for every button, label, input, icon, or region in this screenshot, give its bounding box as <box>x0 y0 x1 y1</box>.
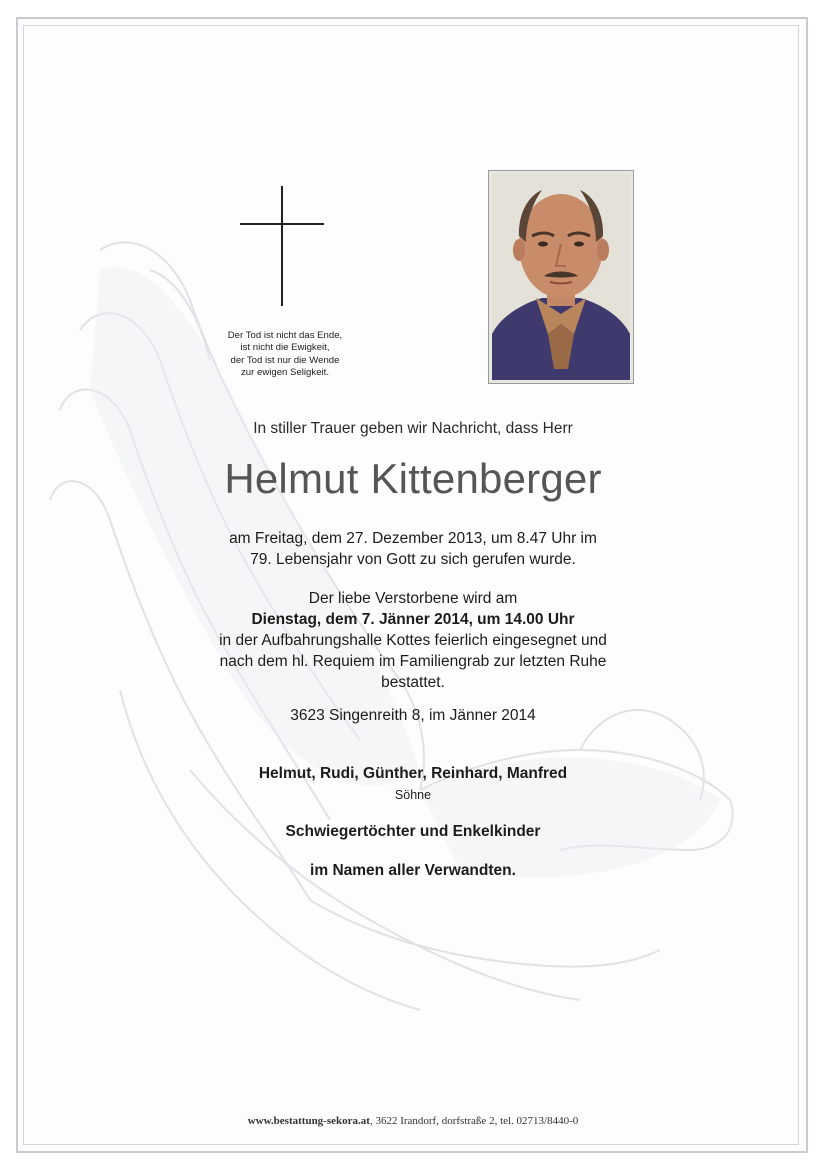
funeral-home-footer <box>0 1115 826 1127</box>
memorial-quote <box>190 330 380 380</box>
funeral-home-address: , 3622 Irandorf, dorfstraße 2, tel. 02713/8440-0 <box>369 1115 579 1127</box>
funeral-line: in der Aufbahrungshalle Kottes feierlich eingesegnet und <box>219 632 607 649</box>
funeral-notice <box>0 588 826 693</box>
intro-text: In stiller Trauer geben wir Nachricht, dass Herr <box>253 420 573 437</box>
portrait-photo <box>492 174 630 380</box>
cross-icon <box>240 186 324 308</box>
death-notice <box>0 528 826 570</box>
death-line: 79. Lebensjahr von Gott zu sich gerufen wurde. <box>250 551 576 568</box>
quote-line: zur ewigen Seligkeit. <box>241 367 329 379</box>
mourners-relatives: im Namen aller Verwandten. <box>310 862 516 879</box>
quote-line: ist nicht die Ewigkeit, <box>240 342 330 354</box>
mourners-sons: Helmut, Rudi, Günther, Reinhard, Manfred <box>258 765 568 782</box>
death-line: am Freitag, dem 27. Dezember 2013, um 8.47 Uhr im <box>229 530 597 547</box>
funeral-line: nach dem hl. Requiem im Familiengrab zur letzten Ruhe <box>219 653 607 670</box>
mourners-sons-label: Söhne <box>394 788 432 802</box>
funeral-line: Der liebe Verstorbene wird am <box>308 590 518 607</box>
quote-line: der Tod ist nur die Wende <box>230 354 340 366</box>
quote-line: Der Tod ist nicht das Ende, <box>227 330 343 341</box>
funeral-date: Dienstag, dem 7. Jänner 2014, um 14.00 Uhr <box>251 611 575 628</box>
mourners-inlaws: Schwiegertöchter und Enkelkinder <box>285 823 541 840</box>
deceased-name: Helmut Kittenberger <box>224 455 602 502</box>
portrait-photo-frame <box>488 170 634 384</box>
place-date: 3623 Singenreith 8, im Jänner 2014 <box>290 707 536 724</box>
funeral-home-url: www.bestattung-sekora.at <box>247 1115 370 1127</box>
funeral-line: bestattet. <box>381 674 445 691</box>
